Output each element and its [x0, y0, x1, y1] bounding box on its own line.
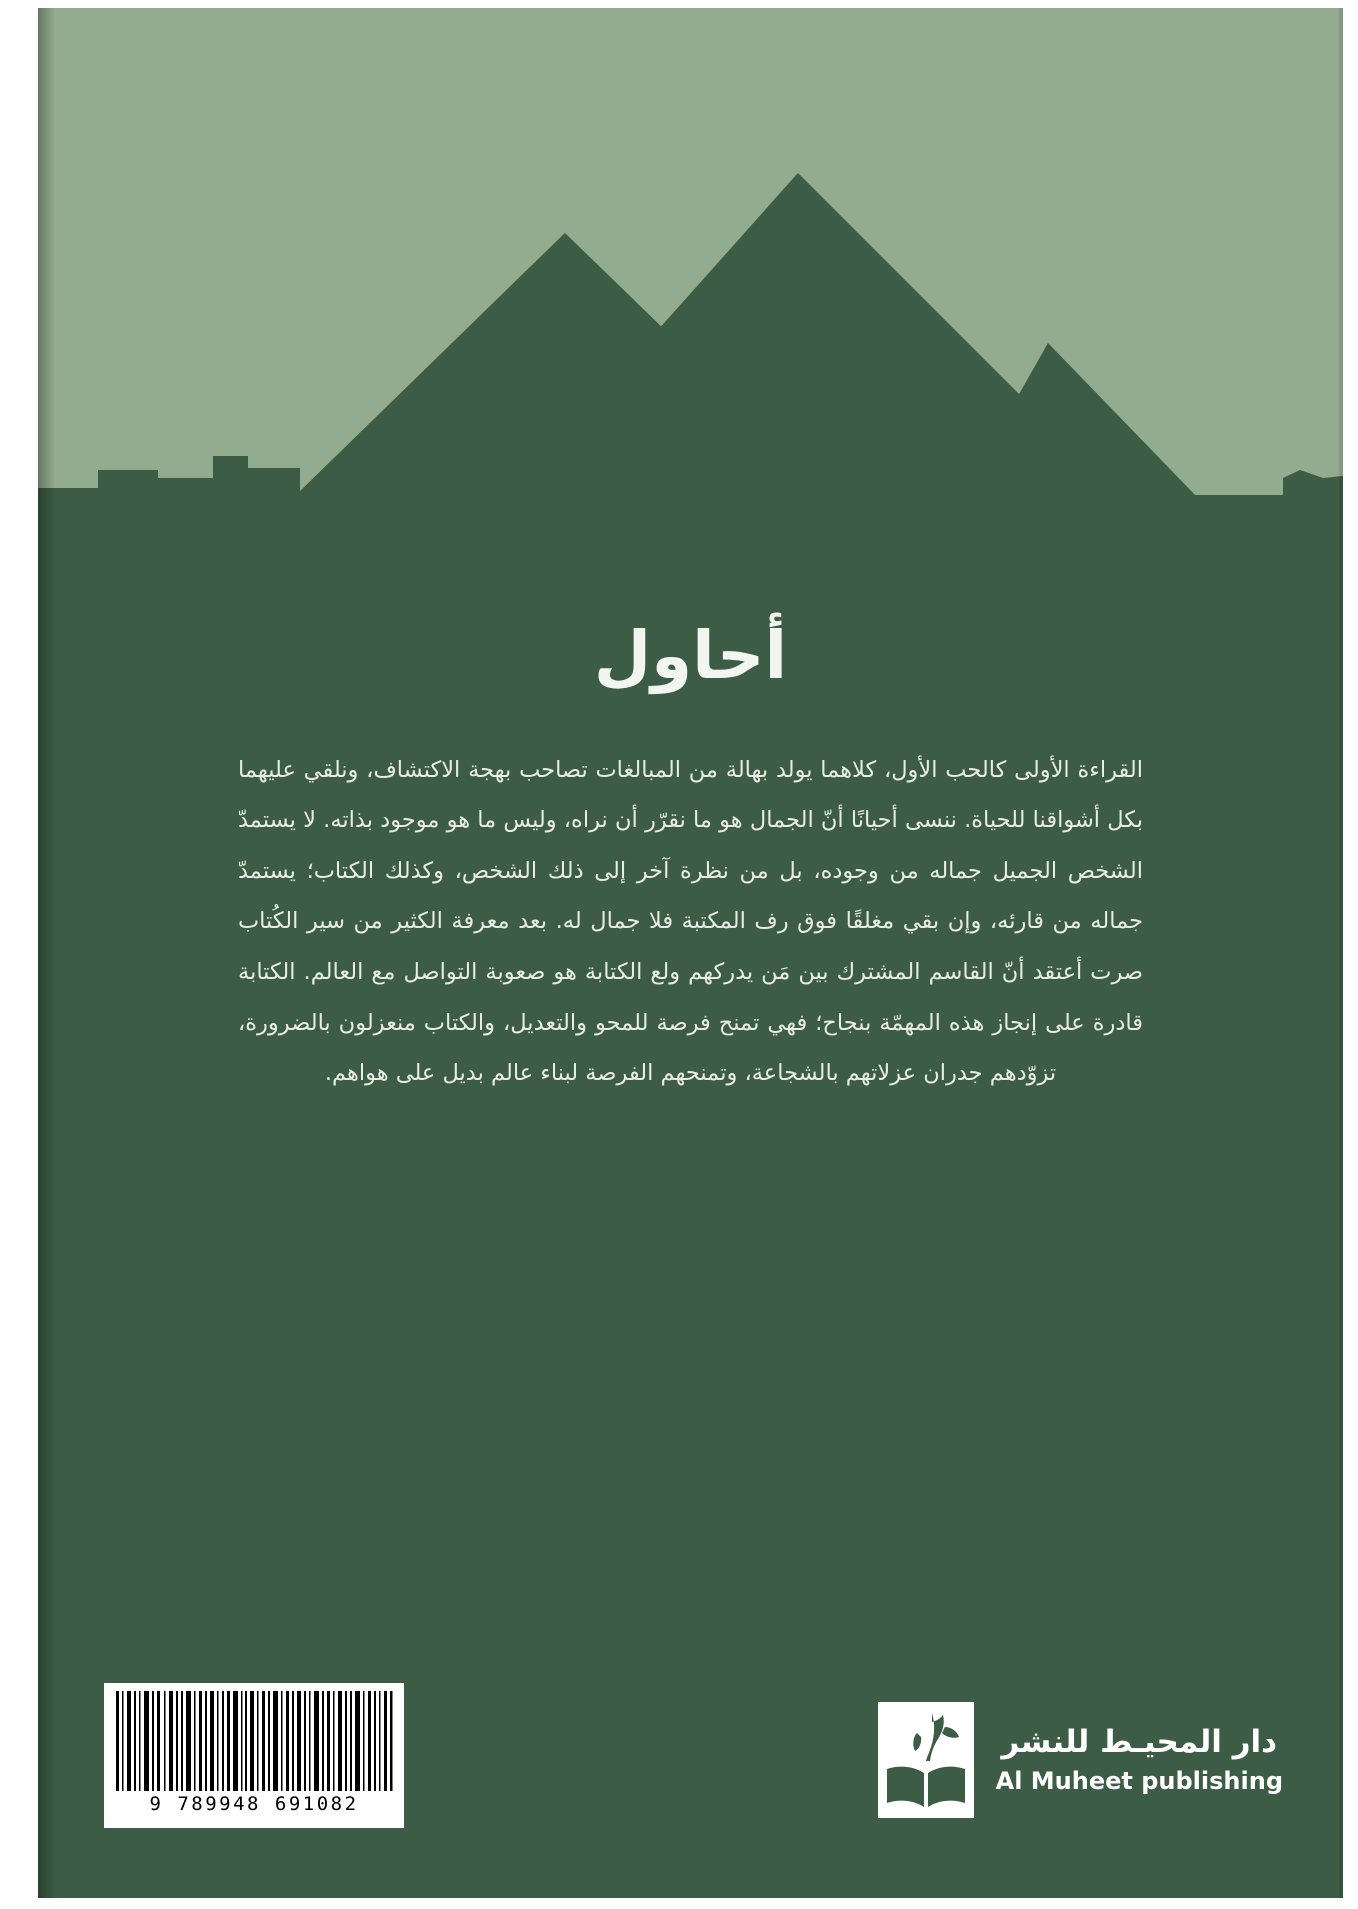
publisher-name: [996, 1723, 1283, 1797]
barcode-bars-graphic: [114, 1691, 394, 1791]
publisher-name-arabic: دار المحيـط للنشر: [1001, 1724, 1278, 1761]
giza-pyramids-silhouette: [38, 8, 1343, 608]
publisher-block: [878, 1702, 1283, 1818]
book-blurb-text: القراءة الأولى كالحب الأول، كلاهما يولد بهالة من المبالغات تصاحب بهجة الاكتشاف، ونلقي عليهما بكل أشواقنا للحياة. ننسى أحيانًا أنّ الجمال هو ما نقرّر أن نراه، وليس ما هو موجود بذاته. لا يستمدّ الشخص الجميل جماله من وجوده، بل من نظرة آخر إلى ذلك الشخص، وكذلك الكتاب؛ يستمدّ جماله من قارئه، وإن بقي مغلقًا فوق رف المكتبة فلا جمال له. بعد معرفة الكثير من سير الكُتاب صرت أعتقد أنّ القاسم المشترك بين مَن يدركهم ولع الكتابة هو صعوبة التواصل مع العالم. الكتابة قادرة على إنجاز هذه المهمّة بنجاح؛ فهي تمنح فرصة للمحو والتعديل، والكتاب منعزلون بالضرورة، تزوّدهم جدران عزلاتهم بالشجاعة، وتمنحهم الفرصة لبناء عالم بديل على هواهم.: [238, 756, 1143, 1087]
book-title: أحاول: [593, 617, 788, 694]
isbn-barcode: [104, 1683, 404, 1828]
cover-content: [38, 608, 1343, 1099]
book-cover: [38, 8, 1343, 1898]
isbn-number: 9 789948 691082: [149, 1793, 359, 1815]
open-book-with-leaf-icon: [878, 1702, 974, 1818]
publisher-name-english: Al Muheet publishing: [995, 1766, 1283, 1795]
cover-footer: [38, 1668, 1343, 1838]
